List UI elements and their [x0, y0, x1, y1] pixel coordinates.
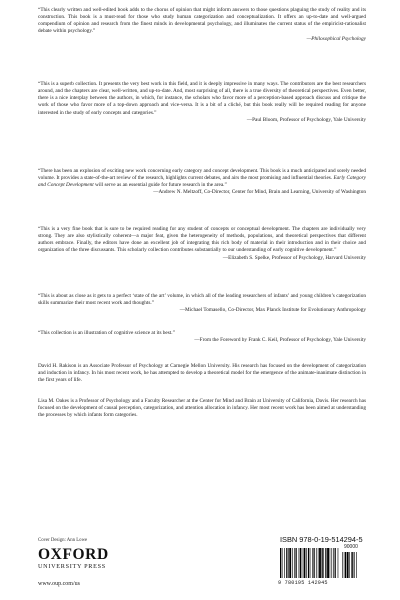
barcode-number: 9 780195 142945	[278, 580, 328, 586]
publisher-url: www.oup.com/us	[38, 581, 80, 587]
blurb-text: “There has been an explosion of exciting new work concerning early category and concept development. This book is a much anticipated and sorely needed volume. It provides a state-of-the-art review of the research, highlights current debates, and airs the most promising and influential theories. Early Category and Concept Development will serve as an essential guide for future research in the area.”	[38, 168, 367, 189]
blurb-attribution: —From the Foreword by Frank C. Keil, Professor of Psychology, Yale University	[194, 337, 366, 344]
blurb-1	[38, 7, 366, 43]
blurb-attribution: —Michael Tomasello, Co-Director, Max Planck Institute for Evolutionary Anthropology	[179, 307, 366, 314]
blurb-5	[38, 293, 366, 314]
publisher-name: OXFORD	[38, 546, 109, 563]
blurb-text: “This clearly written and well-edited book adds to the chorus of opinion that might inform answers to those questions plaguing the study of reality and its construction. This book is a must-read for those who study human categorization and conceptualization. It offers an up-to-date and well-argued compendium of opinion and research from the finest minds in developmental psychology, and illuminates the current status of the empiricist-rationalist debate within psychology.”	[38, 7, 366, 35]
blurb-text: “This collection is an illustration of cognitive science at its best.”	[38, 330, 175, 336]
blurb-4	[38, 226, 366, 262]
cover-design-credit: Cover Design: Ann Lowe	[38, 538, 88, 543]
blurb-text: “This is about as close as it gets to a perfect ‘state of the art’ volume, in which all of the leading researchers of infants’ and young children’s categorization skills summarize their most recent work and thoughts.”	[38, 293, 366, 307]
barcode-addon: 90000	[344, 544, 358, 550]
bio-oakes	[38, 398, 366, 419]
bio-text: Lisa M. Oakes is a Professor of Psychology and a Faculty Researcher at the Center for Mind and Brain at University of California, Davis. Her research has focused on the development of causal perception, categorization, and attention allocation in infancy. Her most recent work has been aimed at understanding the processes by which infants form categories.	[38, 398, 366, 419]
blurb-6	[38, 330, 366, 344]
blurb-3	[38, 168, 366, 197]
book-title: Early Category and Concept Development	[38, 175, 367, 189]
isbn-label: ISBN 978-0-19-514294-5	[280, 535, 363, 544]
bio-text: David H. Rakison is an Associate Professor of Psychology at Carnegie Mellon University. His research has focused on the development of categorization and induction in infancy. In his most recent work, he has attempted to develop a theoretical model for the emergence of the animate-inanimate distinction in the first years of life.	[38, 363, 366, 384]
barcode-icon	[278, 548, 366, 580]
publisher-subtitle: UNIVERSITY PRESS	[38, 563, 106, 570]
blurb-attribution: —Andrew N. Meltzoff, Co-Director, Center for Mind, Brain and Learning, University of Washington	[153, 189, 366, 196]
blurb-attribution: —Philosophical Psychology	[306, 35, 366, 42]
blurb-attribution: —Paul Bloom, Professor of Psychology, Yale University	[246, 116, 366, 123]
blurb-2	[38, 81, 366, 124]
blurb-text: “This is a very fine book that is sure to be required reading for any student of concepts or conceptual development. The chapters are individually very strong. They are also stylistically coherent—a major feat, given the heterogeneity of methods, populations, and theoretical perspectives that different authors embrace. Finally, the editors have done an excellent job of integrating this rich body of material in their introduction and in their choice and organization of the three discussants. This scholarly collection contributes substantially to our understanding of early cognitive development.”	[38, 226, 366, 254]
bio-rakison	[38, 363, 366, 384]
blurb-text: “This is a superb collection. It presents the very best work in this field, and it is deeply impressive in many ways. The contributors are the best researchers around, and the chapters are clear, well-written, and up-to-date. And, most surprising of all, there is a true diversity of theoretical perspectives. Even better, there is a nice interplay between the authors, in which, for instance, the scholars who favor more of a perception-based approach discuss and critique the work of those who favor more of a top-down approach and vice-versa. It is a bit of a cliché, but this book really will be required reading for anyone interested in the study of early concepts and categories.”	[38, 81, 366, 116]
publisher-logo	[38, 547, 108, 571]
blurb-attribution: —Elizabeth S. Spelke, Professor of Psychology, Harvard University	[222, 254, 366, 261]
